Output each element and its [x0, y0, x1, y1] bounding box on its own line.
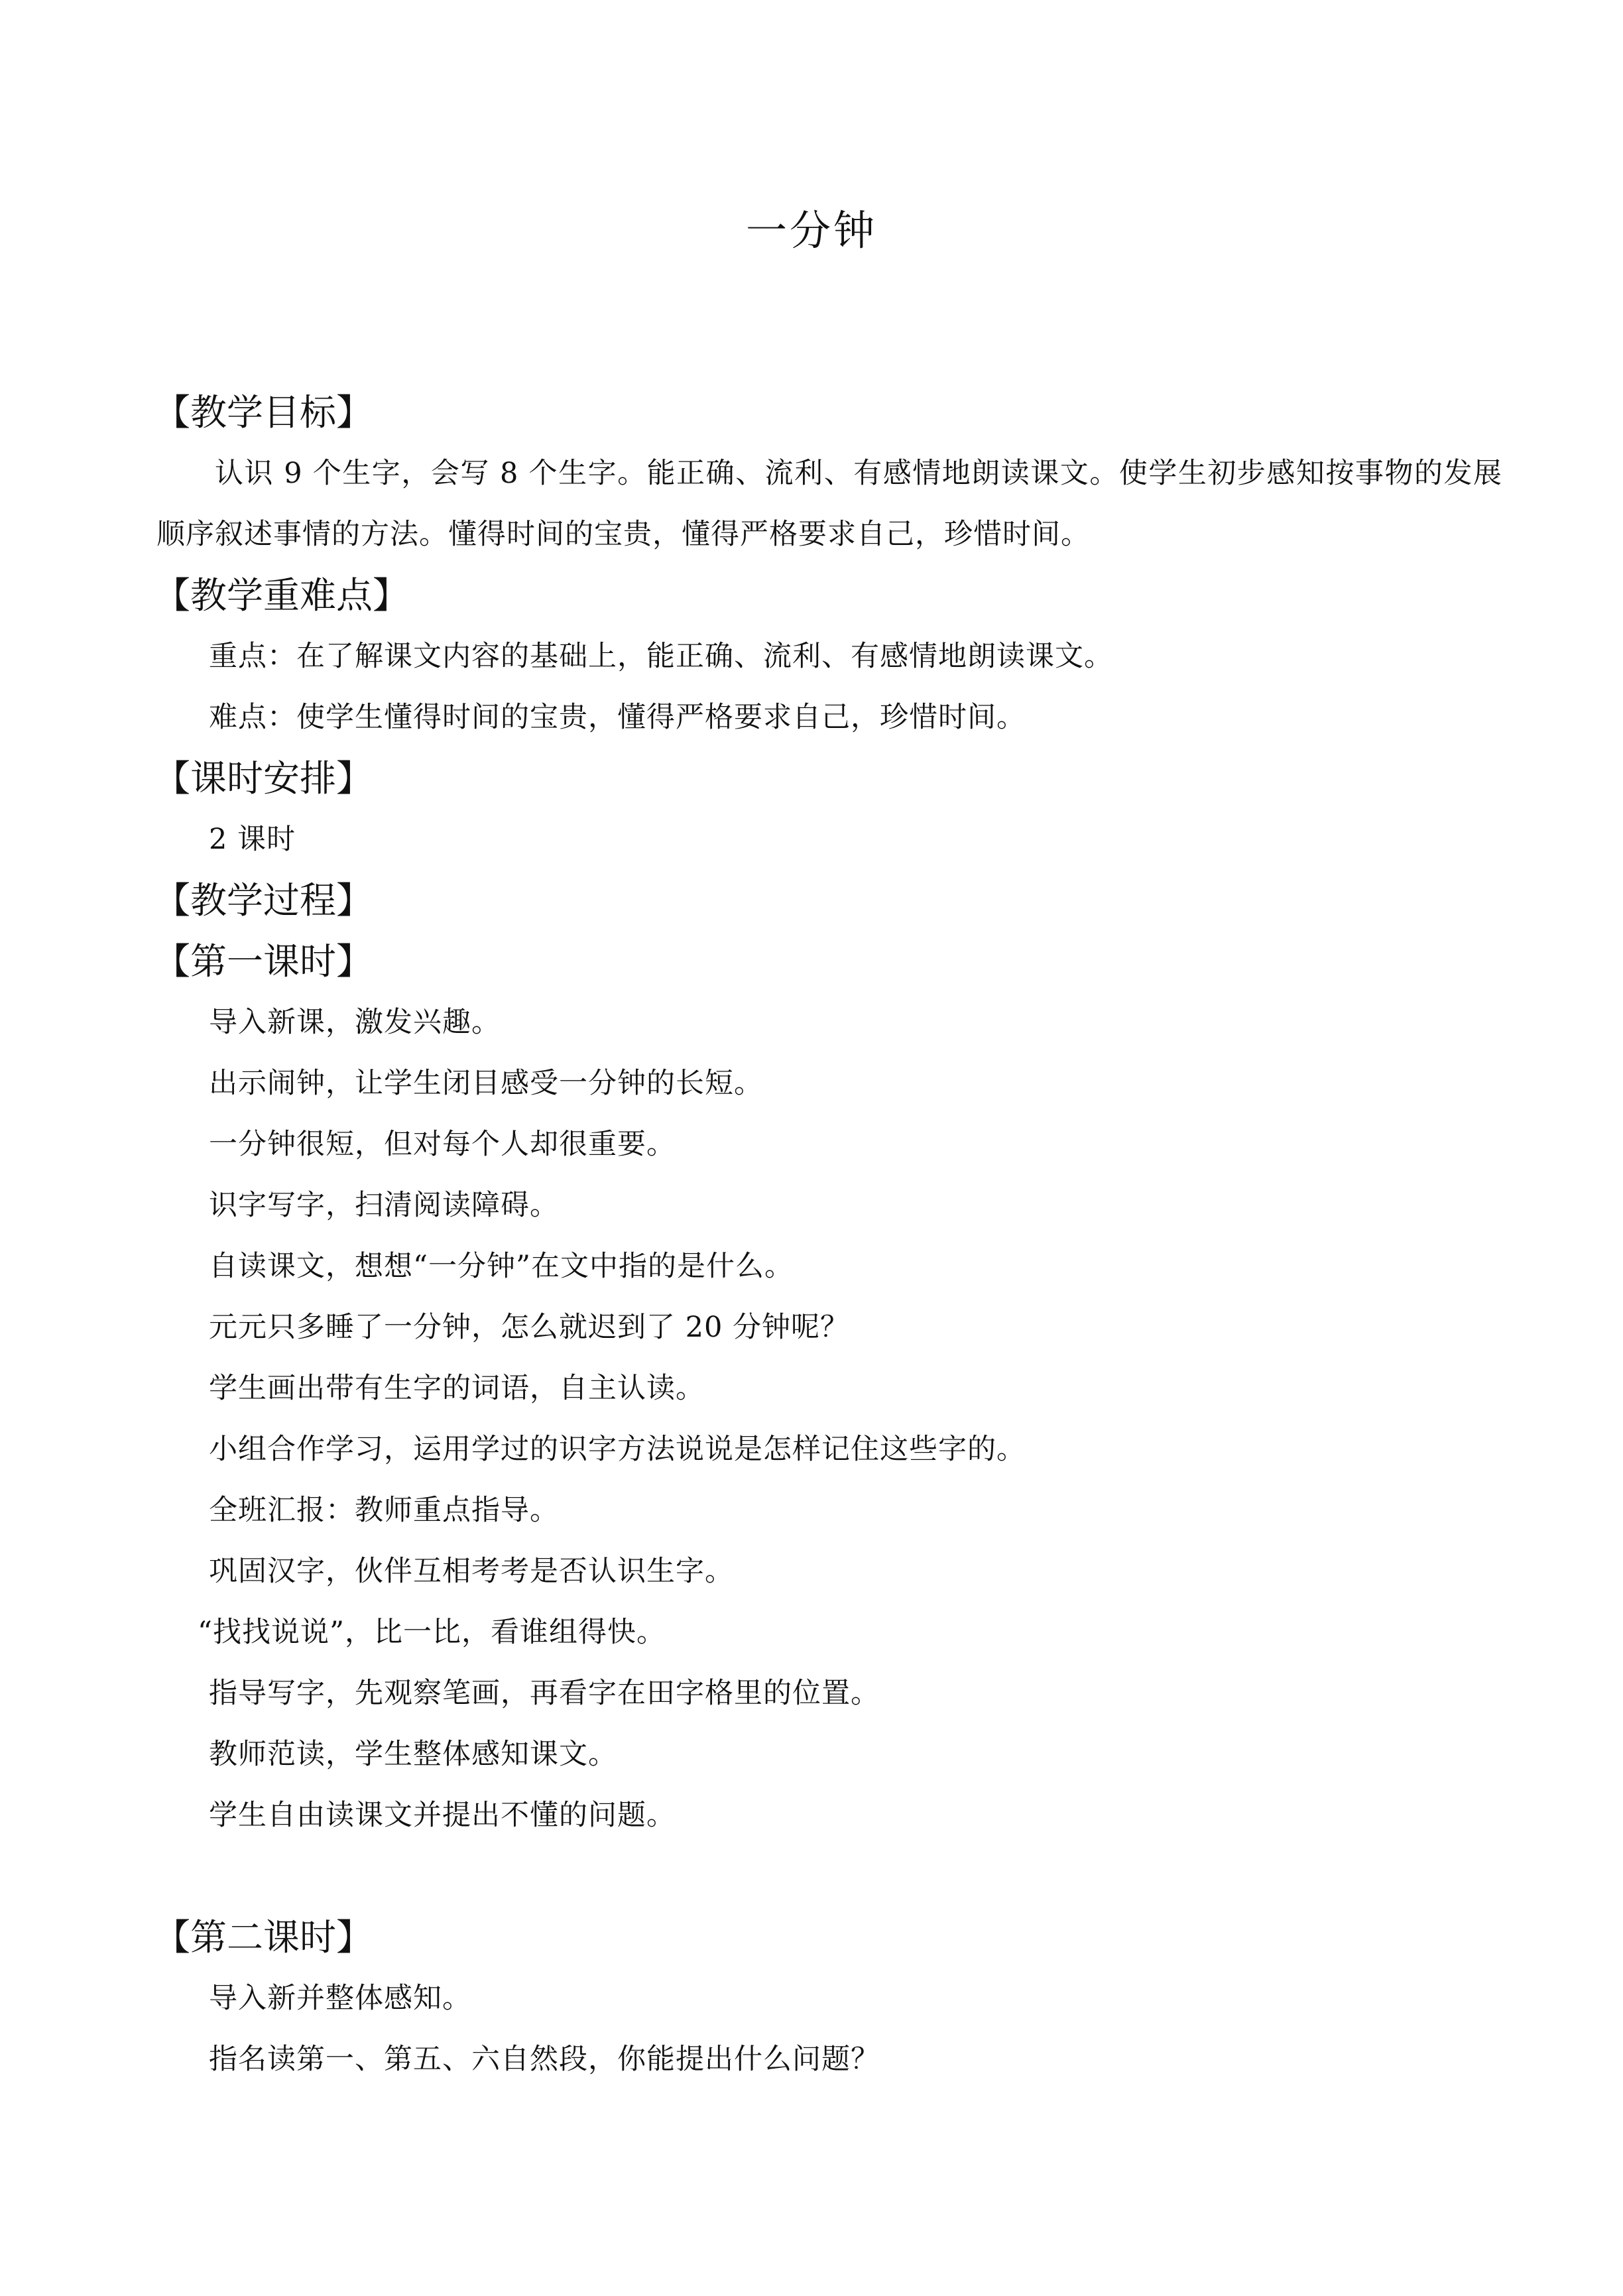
lesson1-step: 出示闹钟，让学生闭目感受一分钟的长短。 — [209, 1067, 763, 1100]
lesson2-step: 导入新并整体感知。 — [209, 1982, 471, 2015]
document-body — [156, 382, 1502, 2090]
section-heading-goals: 【教学目标】 — [154, 391, 373, 434]
lesson1-step: 元元只多睡了一分钟，怎么就迟到了 20 分钟呢？ — [209, 1311, 850, 1344]
lesson1-step: 导入新课，激发兴趣。 — [209, 1006, 501, 1039]
section-heading-process: 【教学过程】 — [154, 879, 373, 922]
difficulty-line: 难点：使学生懂得时间的宝贵，懂得严格要求自己，珍惜时间。 — [209, 701, 1026, 734]
lesson1-step: 一分钟很短，但对每个人却很重要。 — [209, 1128, 676, 1161]
section-heading-lesson-1: 【第一课时】 — [154, 940, 373, 983]
lesson1-step: 巩固汉字，伙伴互相考考是否认识生字。 — [209, 1555, 734, 1588]
blank-line — [156, 1846, 1502, 1907]
lesson1-step: 全班汇报：教师重点指导。 — [209, 1494, 559, 1527]
lesson1-step: 自读课文，想想“一分钟”在文中指的是什么。 — [209, 1250, 794, 1283]
lesson1-step: 小组合作学习，运用学过的识字方法说说是怎样记住这些字的。 — [209, 1433, 1026, 1466]
lesson1-step: 教师范读，学生整体感知课文。 — [209, 1738, 617, 1771]
section-heading-key-points: 【教学重难点】 — [154, 574, 410, 617]
goals-paragraph: 认识 9 个生字，会写 8 个生字。能正确、流利、有感情地朗读课文。使学生初步感知按事物的发展顺序叙述事情的方法。懂得时间的宝贵，懂得严格要求自己，珍惜时间。 — [156, 457, 1502, 551]
lesson1-step: 学生画出带有生字的词语，自主认读。 — [209, 1372, 705, 1405]
section-heading-schedule: 【课时安排】 — [154, 757, 373, 800]
document-title: 一分钟 — [745, 206, 877, 255]
key-point-line: 重点：在了解课文内容的基础上，能正确、流利、有感情地朗读课文。 — [209, 640, 1113, 673]
lesson1-step: “找找说说”，比一比，看谁组得快。 — [198, 1616, 666, 1649]
section-heading-lesson-2: 【第二课时】 — [154, 1916, 373, 1959]
lesson1-step: 学生自由读课文并提出不懂的问题。 — [209, 1799, 676, 1832]
lesson2-step: 指名读第一、第五、六自然段，你能提出什么问题？ — [209, 2043, 880, 2076]
lesson1-step: 指导写字，先观察笔画，再看字在田字格里的位置。 — [209, 1677, 880, 1710]
lesson1-step: 识字写字，扫清阅读障碍。 — [209, 1189, 559, 1222]
schedule-line: 2 课时 — [209, 823, 296, 856]
